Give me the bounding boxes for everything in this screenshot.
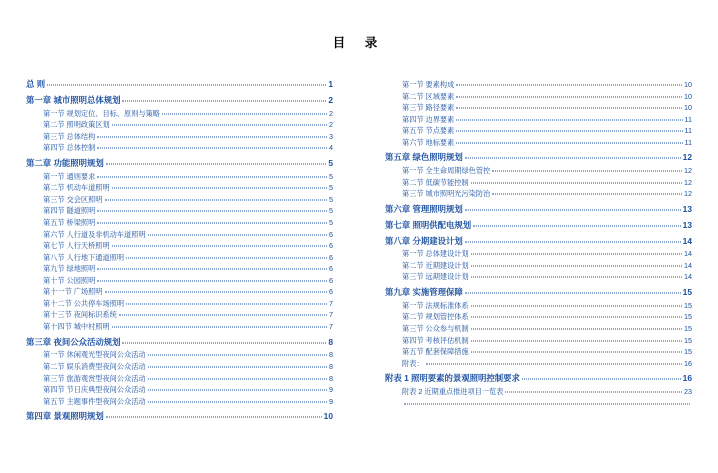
toc-leader-dots (456, 102, 682, 109)
toc-entry-label: 第三节 交会区照明 (43, 194, 103, 204)
toc-entry-label: 第二章 功能照明规划 (26, 157, 104, 168)
toc-entry-label: 第二节 娱乐消费型夜间公众活动 (43, 361, 146, 371)
toc-entry-page: 9 (329, 396, 333, 406)
toc-entry-label: 第五节 桥梁照明 (43, 217, 96, 227)
toc-leader-dots (148, 372, 327, 379)
toc-entry-page: 12 (684, 189, 692, 199)
toc-entry-page: 6 (329, 287, 333, 297)
toc-entry-page: 6 (329, 229, 333, 239)
toc-leader-dots (456, 125, 682, 132)
toc-entry-label: 第五节 主题事件型夜间公众活动 (43, 396, 146, 406)
toc-entry-label: 第十节 公园照明 (43, 275, 96, 285)
toc-entry[interactable] (385, 80, 692, 89)
toc-leader-dots (465, 235, 681, 242)
toc-leader-dots (97, 170, 327, 177)
toc-entry-page: 3 (329, 131, 333, 141)
toc-leader-dots (122, 336, 326, 343)
toc-entry[interactable] (26, 362, 333, 371)
toc-entry-label: 第三节 总体结构 (43, 131, 96, 141)
toc-entry[interactable] (26, 310, 333, 319)
toc-entry[interactable] (385, 387, 692, 396)
toc-entry-label: 附表 2 近期重点推进项目一览表 (402, 387, 504, 396)
toc-entry-page: 5 (329, 206, 333, 216)
toc-entry-page: 12 (684, 166, 692, 176)
toc-leader-dots (148, 384, 327, 391)
toc-entry[interactable] (385, 359, 692, 368)
toc-entry-page: 14 (682, 235, 692, 246)
toc-entry-label: 第十三节 夜间标识系统 (43, 310, 117, 320)
toc-entry-page: 5 (329, 217, 333, 227)
toc-entry-page: 6 (329, 252, 333, 262)
toc-entry[interactable] (26, 109, 333, 118)
toc-leader-dots (471, 334, 682, 341)
toc-entry-label: 第二节 区域要素 (402, 91, 455, 101)
toc-entry[interactable] (26, 299, 333, 308)
toc-entry-page: 7 (329, 322, 333, 331)
toc-entry-page: 1 (328, 79, 333, 89)
toc-leader-dots (97, 263, 327, 270)
toc-leader-dots (471, 322, 682, 329)
toc-entry-label: 第二节 机动车道照明 (43, 183, 110, 193)
toc-entry[interactable] (385, 336, 692, 345)
toc-leader-dots (471, 248, 682, 255)
toc-entry-label: 第五章 绿色照明规划 (385, 152, 463, 163)
toc-entry-page: 10 (684, 80, 692, 89)
toc-leader-dots (112, 182, 327, 189)
toc-entry[interactable] (26, 241, 333, 250)
toc-entry[interactable] (26, 276, 333, 285)
toc-leader-dots (112, 119, 327, 126)
toc-leader-dots (456, 90, 682, 97)
toc-leader-dots (106, 157, 327, 164)
toc-entry-label: 第二节 低碳节能控制 (402, 177, 469, 187)
toc-leader-dots (97, 216, 327, 223)
toc-entry-page: 2 (329, 108, 333, 118)
toc-entry-label: 第十四节 城中村照明 (43, 322, 110, 331)
toc-entry-label: 第五节 配套保障措施 (402, 347, 469, 357)
toc-entry[interactable] (26, 350, 333, 359)
toc-entry-label: 第十一节 广场照明 (43, 287, 103, 297)
toc-entry-label: 第六章 管理照明规划 (385, 203, 463, 214)
toc-entry[interactable] (26, 264, 333, 273)
toc-entry-label: 第二节 近期建设计划 (402, 260, 469, 270)
toc-entry[interactable] (26, 172, 333, 181)
toc-leader-dots (148, 395, 327, 402)
toc-leader-dots (456, 79, 682, 86)
toc-leader-dots (106, 411, 322, 418)
toc-entry[interactable] (385, 92, 692, 101)
toc-entry-label: 附表： (402, 358, 424, 368)
toc-leader-dots (112, 321, 327, 328)
toc-entry[interactable] (26, 96, 333, 105)
toc-entry-label: 第一章 城市照明总体规划 (26, 94, 121, 105)
toc-entry[interactable] (385, 189, 692, 198)
toc-entry[interactable] (385, 103, 692, 112)
toc-entry[interactable] (385, 399, 692, 406)
toc-entry-label: 第一节 休闲观光型夜间公众活动 (43, 350, 146, 360)
toc-entry-label: 第四节 考核评估机制 (402, 335, 469, 345)
toc-entry[interactable] (385, 301, 692, 310)
toc-entry-label: 第三章 夜间公众活动规划 (26, 336, 121, 347)
toc-entry-label: 第三节 路径要素 (402, 103, 455, 113)
toc-entry-page: 16 (684, 358, 692, 368)
toc-leader-dots (471, 271, 682, 278)
toc-entry-label: 第九章 实施管理保障 (385, 287, 463, 297)
toc-entry[interactable] (26, 159, 333, 168)
toc-entry-page: 6 (329, 275, 333, 285)
toc-entry-label: 第三节 公众参与机制 (402, 323, 469, 333)
toc-entry[interactable] (26, 287, 333, 296)
toc-entry-label: 第三节 旅游观赏型夜间公众活动 (43, 373, 146, 383)
toc-entry-page: 7 (329, 310, 333, 320)
toc-entry[interactable] (26, 338, 333, 347)
toc-entry-page: 14 (684, 272, 692, 282)
toc-entry-label: 第二节 照明政策区划 (43, 120, 110, 130)
toc-entry-page: 5 (328, 157, 333, 168)
toc-leader-dots (122, 94, 326, 101)
toc-entry[interactable] (26, 143, 333, 152)
toc-entry-page: 2 (328, 94, 333, 105)
toc-entry-page: 9 (329, 385, 333, 395)
toc-leader-dots (471, 311, 682, 318)
toc-entry[interactable] (26, 195, 333, 204)
toc-entry-label: 第二节 规划管控体系 (402, 312, 469, 322)
toc-entry-label: 第八章 分期建设计划 (385, 235, 463, 246)
toc-entry[interactable] (26, 374, 333, 383)
toc-entry[interactable] (385, 272, 692, 281)
toc-entry-page: 12 (684, 177, 692, 187)
toc-entry-page: 8 (328, 336, 333, 347)
toc-leader-dots (148, 228, 327, 235)
toc-entry-page: 15 (684, 335, 692, 345)
toc-entry[interactable] (385, 237, 692, 246)
toc-entry-page: 16 (682, 373, 692, 384)
toc-entry-label: 第四章 景观照明规划 (26, 411, 104, 422)
toc-entry[interactable] (385, 221, 692, 230)
toc-leader-dots (126, 251, 327, 258)
toc-entry[interactable] (26, 132, 333, 141)
toc-entry-page: 14 (684, 249, 692, 259)
toc-leader-dots (505, 386, 682, 393)
toc-entry-page: 7 (329, 298, 333, 308)
toc-entry-label: 第五节 节点要素 (402, 126, 455, 136)
toc-entry[interactable] (26, 206, 333, 215)
toc-entry-label: 第三节 城市照明光污染防治 (402, 189, 491, 199)
toc-leader-dots (471, 259, 682, 266)
page-title: 目 录 (332, 36, 386, 50)
toc-entry-label: 第一节 全生命周期绿色管控 (402, 166, 491, 176)
toc-entry[interactable] (26, 218, 333, 227)
toc-entry-label: 第一节 法规标准体系 (402, 300, 469, 310)
toc-entry-label: 第十二节 公共停车场照明 (43, 298, 125, 308)
toc-entry-label: 第三节 远期建设计划 (402, 272, 469, 282)
toc-entry-page: 6 (329, 241, 333, 251)
toc-entry[interactable] (385, 153, 692, 162)
toc-entry[interactable] (26, 385, 333, 394)
toc-entry-page: 11 (684, 114, 692, 124)
toc-leader-dots (112, 240, 327, 247)
toc-leader-dots (105, 193, 328, 200)
toc-right-column (359, 80, 718, 425)
toc-leader-dots (97, 130, 327, 137)
toc-entry[interactable] (26, 322, 333, 331)
toc-entry-page: 15 (682, 287, 692, 297)
toc-entry[interactable] (385, 374, 692, 383)
toc-entry-label: 第七节 人行天桥照明 (43, 241, 110, 251)
toc-entry-page: 6 (329, 264, 333, 274)
toc-entry[interactable] (385, 249, 692, 258)
toc-leader-dots (97, 274, 327, 281)
toc-entry[interactable] (385, 347, 692, 356)
toc-entry-page: 11 (684, 137, 692, 147)
toc-entry-label: 第一节 要素构成 (402, 80, 455, 89)
toc-entry[interactable] (26, 80, 333, 89)
toc-leader-dots (426, 357, 682, 364)
toc-entry-page: 23 (684, 387, 692, 396)
toc-entry[interactable] (26, 230, 333, 239)
toc-leader-dots (473, 219, 681, 226)
toc-left-column (0, 80, 359, 425)
toc-leader-dots (404, 397, 690, 404)
toc-entry-page: 4 (329, 143, 333, 153)
toc-leader-dots (465, 203, 681, 210)
toc-entry-label: 第四节 总体控制 (43, 143, 96, 153)
toc-entry[interactable] (385, 205, 692, 214)
toc-entry-label: 总 则 (26, 79, 46, 89)
toc-leader-dots (47, 79, 326, 86)
toc-entry-page: 2 (329, 120, 333, 130)
toc-entry-label: 第四节 隧道照明 (43, 206, 96, 216)
toc-entry-page: 8 (329, 361, 333, 371)
toc-entry-page: 10 (684, 103, 692, 113)
toc-entry-label: 第一节 规划定位、目标、原则与策略 (43, 108, 160, 118)
toc-entry-page: 11 (684, 126, 692, 136)
toc-leader-dots (471, 346, 682, 353)
toc-entry-page: 8 (329, 350, 333, 360)
toc-entry-page: 15 (684, 300, 692, 310)
toc-entry-label: 第一节 通则要求 (43, 171, 96, 181)
toc-entry-label: 第九节 绿地照明 (43, 264, 96, 274)
toc-entry[interactable] (385, 288, 692, 297)
toc-entry-label: 第七章 照明供配电规划 (385, 219, 472, 230)
toc-entry-page: 5 (329, 171, 333, 181)
toc-leader-dots (97, 205, 327, 212)
toc-entry-page: 10 (323, 411, 333, 422)
toc-leader-dots (456, 136, 682, 143)
toc-leader-dots (148, 349, 327, 356)
toc-entry-page: 13 (682, 219, 692, 230)
toc-leader-dots (471, 176, 682, 183)
toc-entry[interactable] (26, 253, 333, 262)
toc-leader-dots (492, 165, 682, 172)
toc-entry[interactable] (385, 312, 692, 321)
toc-leader-dots (162, 107, 327, 114)
toc-entry[interactable] (385, 166, 692, 175)
toc-entry-label: 附表 1 照明要素的景观照明控制要求 (385, 373, 520, 384)
toc-entry[interactable] (385, 178, 692, 187)
toc-entry-page: 13 (682, 203, 692, 214)
toc-entry[interactable] (385, 138, 692, 147)
toc-entry-label: 第六节 地标要素 (402, 137, 455, 147)
toc-columns (0, 80, 718, 425)
toc-entry-page: 5 (329, 183, 333, 193)
toc-entry-label: 第四节 节日庆典型夜间公众活动 (43, 385, 146, 395)
toc-leader-dots (456, 113, 682, 120)
toc-leader-dots (105, 286, 328, 293)
toc-entry-page: 15 (684, 312, 692, 322)
toc-entry[interactable] (385, 115, 692, 124)
toc-leader-dots (465, 287, 681, 294)
toc-entry-page: 14 (684, 260, 692, 270)
toc-entry-page: 8 (329, 373, 333, 383)
toc-entry-page: 15 (684, 347, 692, 357)
toc-leader-dots (119, 309, 327, 316)
toc-leader-dots (465, 152, 681, 159)
toc-entry-page: 5 (329, 194, 333, 204)
toc-entry-label: 第一节 总体建设计划 (402, 249, 469, 259)
toc-entry-page: 12 (682, 152, 692, 163)
toc-leader-dots (492, 188, 682, 195)
toc-entry-label: 第四节 边界要素 (402, 114, 455, 124)
toc-leader-dots (148, 360, 327, 367)
toc-leader-dots (126, 297, 327, 304)
toc-entry[interactable] (385, 126, 692, 135)
toc-entry[interactable] (385, 324, 692, 333)
toc-leader-dots (97, 142, 327, 149)
toc-entry-label: 第六节 人行道及非机动车道照明 (43, 229, 146, 239)
toc-entry[interactable] (26, 183, 333, 192)
toc-entry-page: 10 (684, 91, 692, 101)
toc-entry-label: 第八节 人行地下通道照明 (43, 252, 125, 262)
toc-leader-dots (522, 373, 681, 380)
toc-entry[interactable] (26, 412, 333, 421)
toc-entry[interactable] (385, 261, 692, 270)
toc-entry[interactable] (26, 120, 333, 129)
toc-entry-page: 15 (684, 323, 692, 333)
toc-entry[interactable] (26, 397, 333, 406)
toc-leader-dots (471, 299, 682, 306)
